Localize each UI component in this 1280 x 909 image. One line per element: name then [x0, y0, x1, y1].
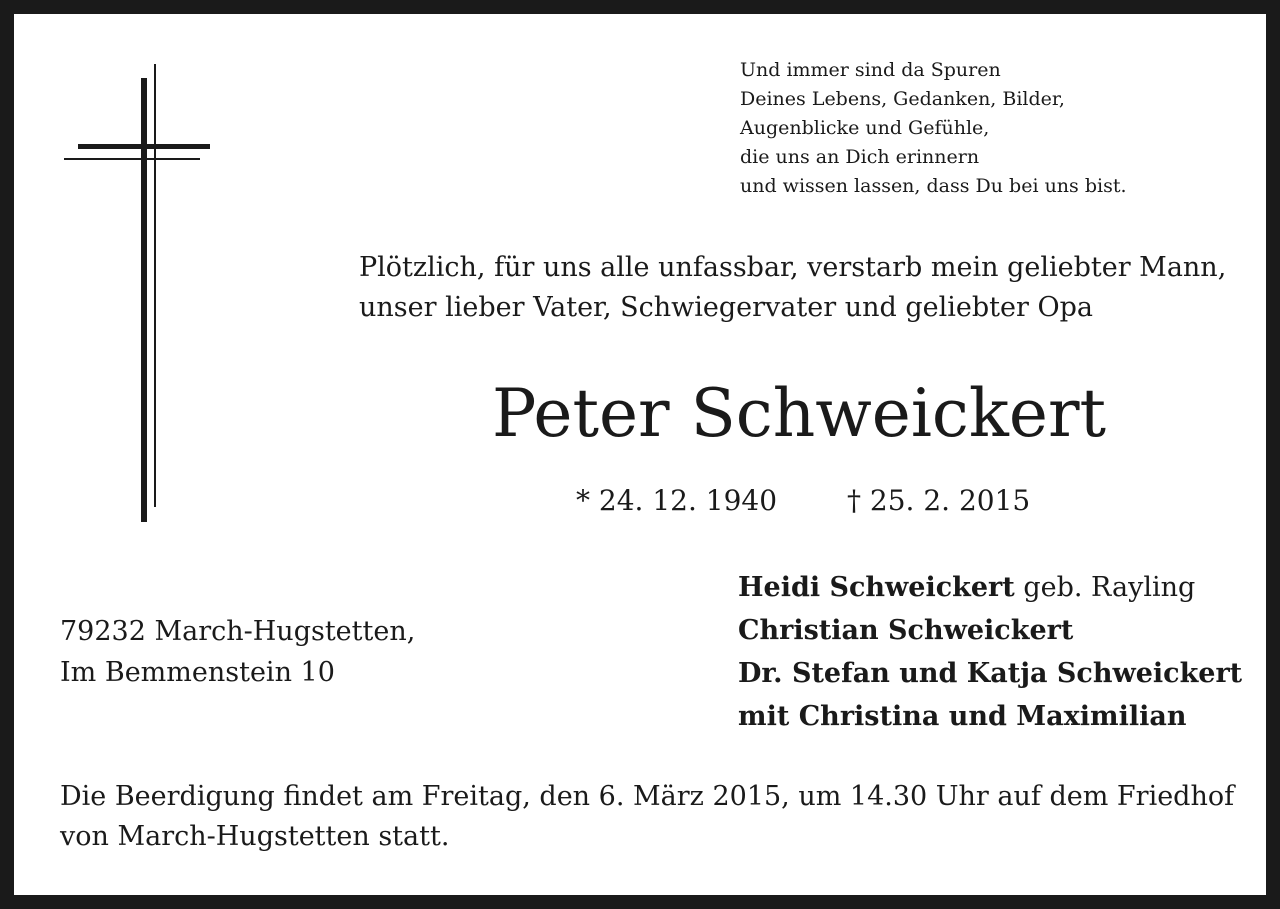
family-members — [738, 566, 1242, 738]
poem-line: Augenblicke und Gefühle, — [740, 117, 990, 139]
poem-line: die uns an Dich erinnern — [740, 146, 980, 168]
obituary-notice — [14, 14, 1266, 895]
funeral-line: von March-Hugstetten statt. — [60, 821, 450, 852]
intro-text — [359, 248, 1226, 328]
poem — [740, 56, 1127, 201]
family-member — [738, 566, 1242, 609]
death-date: † 25. 2. 2015 — [847, 484, 1031, 517]
family-member-name: Heidi Schweickert — [738, 572, 1015, 603]
intro-line: Plötzlich, für uns alle unfassbar, verstarb mein geliebter Mann, — [359, 252, 1227, 283]
poem-line: Und immer sind da Spuren — [740, 59, 1001, 81]
funeral-line: Die Beerdigung findet am Freitag, den 6. März 2015, um 14.30 Uhr auf dem Friedhof — [60, 781, 1235, 812]
funeral-info — [60, 777, 1234, 857]
birth-date: * 24. 12. 1940 — [576, 484, 778, 517]
address-line: 79232 March-Hugstetten, — [60, 616, 416, 647]
address — [60, 611, 415, 693]
address-line: Im Bemmenstein 10 — [60, 657, 335, 688]
family-member — [738, 652, 1242, 695]
family-member-name: Christian Schweickert — [738, 615, 1074, 646]
family-member-name: mit Christina und Maximilian — [738, 701, 1187, 732]
poem-line: Deines Lebens, Gedanken, Bilder, — [740, 88, 1065, 110]
poem-line: und wissen lassen, dass Du bei uns bist. — [740, 175, 1127, 197]
family-member — [738, 695, 1242, 738]
intro-line: unser lieber Vater, Schwiegervater und geliebter Opa — [359, 292, 1093, 323]
cross-icon — [64, 64, 224, 524]
deceased-name: Peter Schweickert — [491, 375, 1107, 452]
family-member-suffix: geb. Rayling — [1014, 572, 1196, 603]
family-member-name: Dr. Stefan und Katja Schweickert — [738, 658, 1243, 689]
family-member — [738, 609, 1242, 652]
life-dates — [576, 481, 1030, 521]
